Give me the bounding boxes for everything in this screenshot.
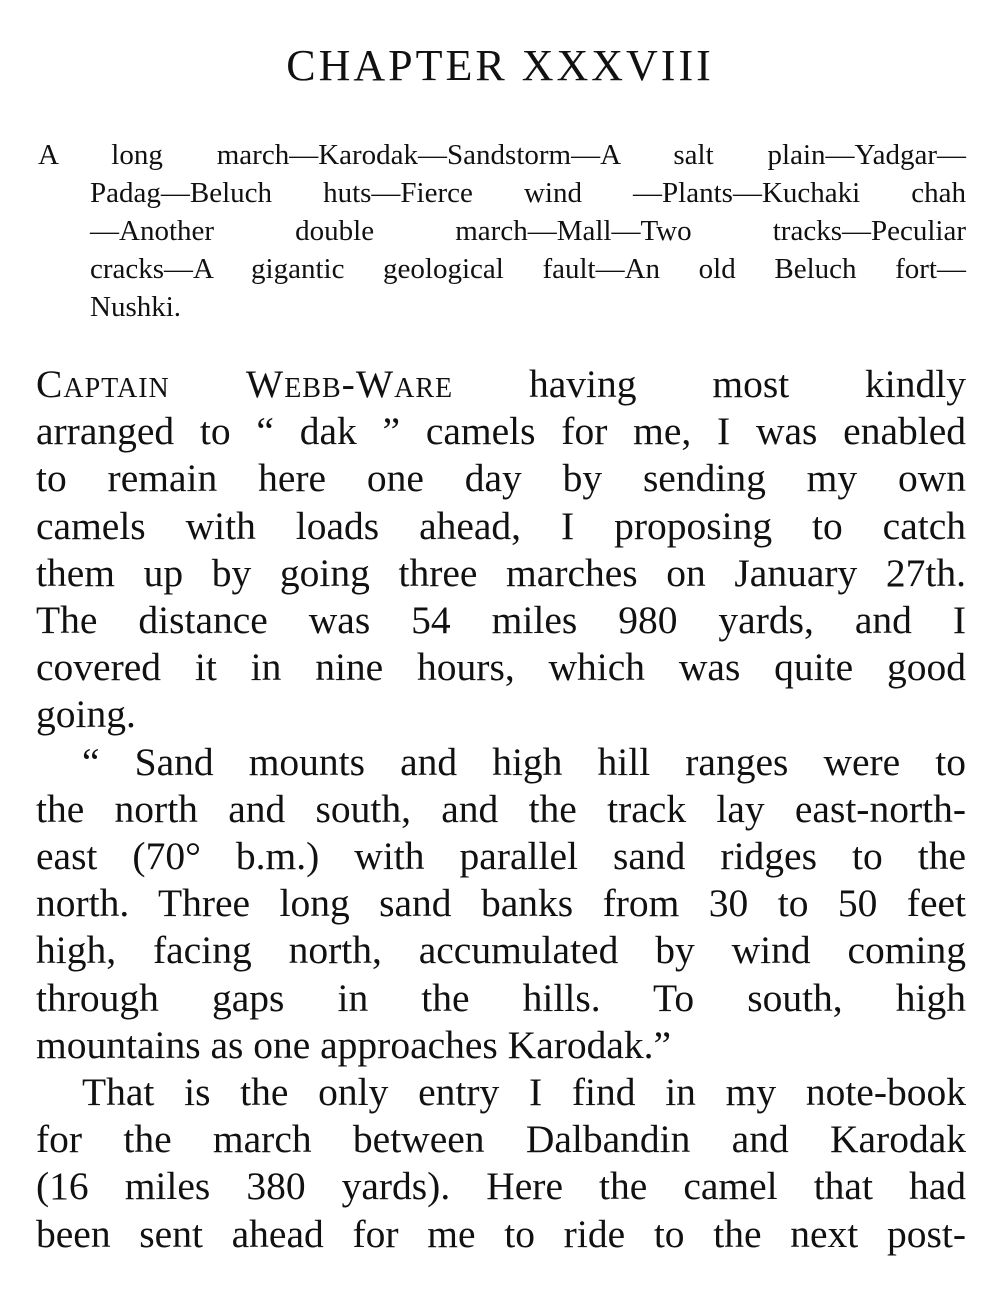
body-line: the north and south, and the track lay east-north- xyxy=(36,786,966,831)
body-line: “ Sand mounts and high hill ranges were to xyxy=(82,739,966,784)
body-line-text: having most kindly xyxy=(453,362,966,406)
body-line: north. Three long sand banks from 30 to 50 feet xyxy=(36,881,966,926)
body-line: to remain here one day by sending my own xyxy=(36,456,966,501)
chapter-title: CHAPTER XXXVIII xyxy=(286,41,714,90)
body-line: camels with loads ahead, I proposing to catch xyxy=(36,503,966,548)
body-line: through gaps in the hills. To south, high xyxy=(36,975,966,1020)
body-line: high, facing north, accumulated by wind coming xyxy=(36,928,966,973)
synopsis-line: Padag—Beluch huts—Fierce wind —Plants—Kuchaki chah xyxy=(90,177,966,209)
chapter-synopsis xyxy=(38,136,966,326)
synopsis-line: —Another double march—Mall—Two tracks—Peculiar xyxy=(90,215,966,247)
body-line: them up by going three marches on January 27th. xyxy=(36,550,966,595)
body-line: for the march between Dalbandin and Karodak xyxy=(36,1117,966,1162)
synopsis-line: cracks—A gigantic geological fault—An old Beluch fort— xyxy=(90,253,966,285)
body-text xyxy=(36,361,966,1258)
opening-smallcaps: Captain Webb-Ware xyxy=(36,362,454,406)
body-line: arranged to “ dak ” camels for me, I was enabled xyxy=(36,409,966,454)
synopsis-line: A long march—Karodak—Sandstorm—A salt plain—Yadgar— xyxy=(38,139,966,171)
body-line: mountains as one approaches Karodak.” xyxy=(36,1022,672,1067)
body-line: been sent ahead for me to ride to the next post- xyxy=(36,1211,966,1256)
synopsis-line: Nushki. xyxy=(90,291,182,323)
body-line: east (70° b.m.) with parallel sand ridges to the xyxy=(36,834,966,879)
body-line: The distance was 54 miles 980 yards, and I xyxy=(36,598,966,643)
body-line: That is the only entry I find in my note-book xyxy=(82,1070,966,1115)
body-line: (16 miles 380 yards). Here the camel that had xyxy=(36,1164,966,1209)
body-line: covered it in nine hours, which was quite good xyxy=(36,645,966,690)
body-line xyxy=(36,361,966,408)
body-line: going. xyxy=(36,692,136,737)
